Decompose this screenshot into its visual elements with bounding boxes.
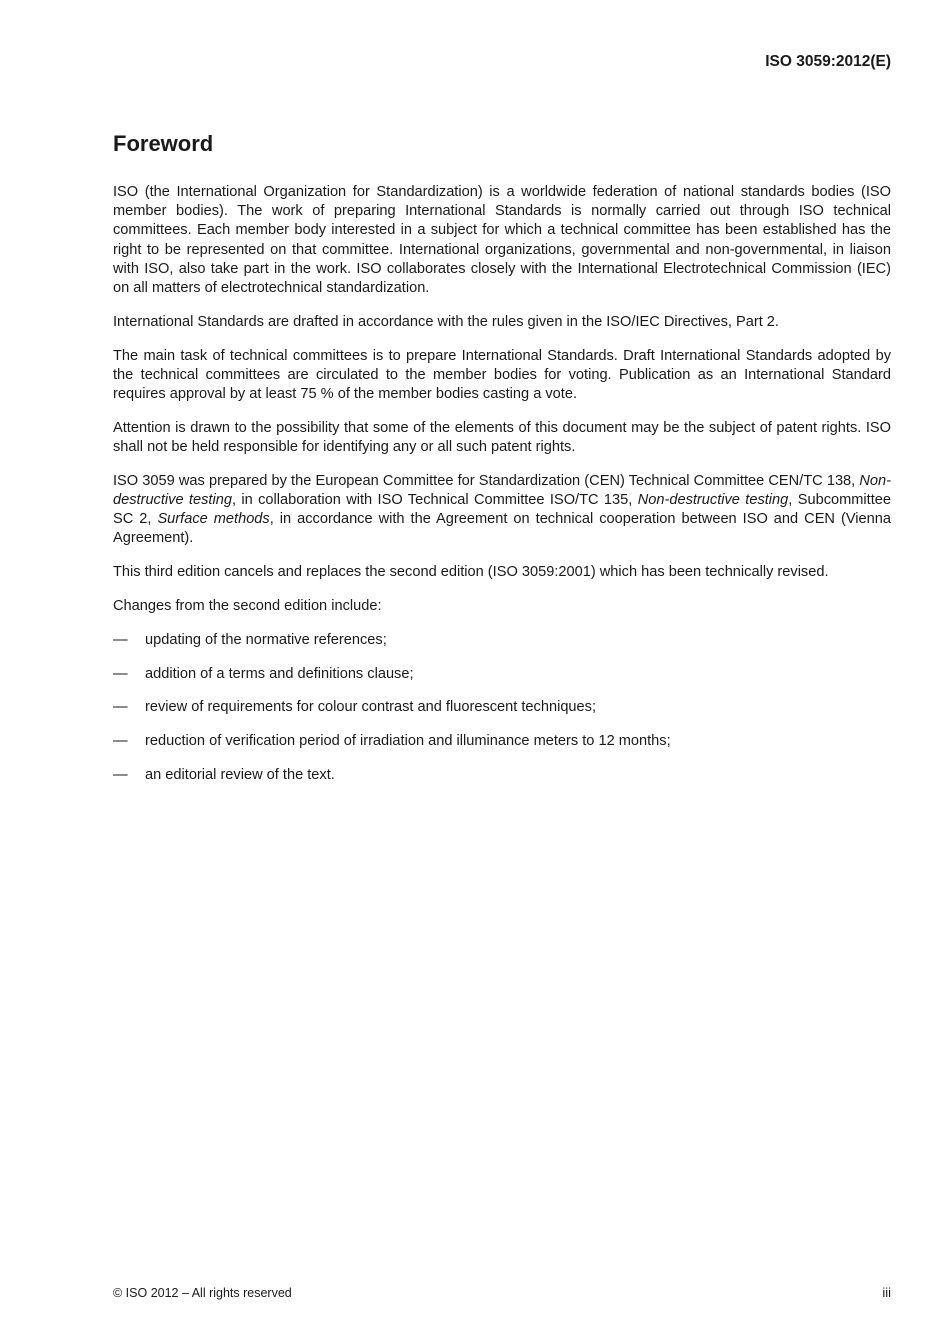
- foreword-body: [113, 183, 891, 800]
- text: , in accordance with the Agreement on technical cooperation between ISO and CEN (Vienna Agreement).: [113, 511, 892, 547]
- list-item: [113, 665, 891, 684]
- italic-text: Non-destructive testing: [113, 472, 891, 509]
- list-item-text: an editorial review of the text.: [145, 767, 335, 783]
- changes-intro: Changes from the second edition include:: [113, 598, 382, 615]
- dash-bullet: —: [113, 631, 128, 648]
- paragraph: International Standards are drafted in accordance with the rules given in the ISO/IEC Directives, Part 2.: [113, 313, 779, 330]
- text: , Subcommittee SC 2,: [113, 492, 891, 528]
- paragraph: ISO (the International Organization for Standardization) is a worldwide federation of national standards bodies (ISO member bodies). The work of preparing International Standards is normally carried out through ISO technical committees. Each member body interested in a subject for which a technical committee has been established has the right to be represented on that committee. International organizations, governmental and non-governmental, in liaison with ISO, also take part in the work. ISO collaborates closely with the International Electrotechnical Commission (IEC) on all matters of electrotechnical standardization.: [113, 184, 891, 297]
- paragraph: Attention is drawn to the possibility that some of the elements of this document may be the subject of patent rights. ISO shall not be held responsible for identifying any or all such patent rights.: [113, 419, 891, 456]
- list-item: [113, 631, 891, 650]
- document-id-header: ISO 3059:2012(E): [765, 53, 891, 70]
- text: , in collaboration with ISO Technical Committee ISO/TC 135,: [231, 492, 638, 509]
- dash-bullet: —: [113, 767, 128, 783]
- list-item: [113, 766, 891, 785]
- edition-paragraph: This third edition cancels and replaces the second edition (ISO 3059:2001) which has been technically revised.: [113, 564, 829, 581]
- list-item-text: reduction of verification period of irradiation and illuminance meters to 12 months;: [145, 733, 671, 750]
- italic-text: Surface methods: [157, 511, 270, 528]
- list-item: [113, 698, 891, 717]
- dash-bullet: —: [113, 699, 128, 716]
- italic-text: Non-destructive testing: [637, 492, 789, 509]
- list-item-text: review of requirements for colour contrast and fluorescent techniques;: [145, 699, 597, 716]
- dash-bullet: —: [113, 733, 128, 750]
- list-item-text: addition of a terms and definitions clause;: [145, 665, 414, 682]
- dash-bullet: —: [113, 665, 128, 682]
- paragraph: The main task of technical committees is to prepare International Standards. Draft International Standards adopted by the technical committees are circulated to the member bodies for voting. Publication as an International Standard requires approval by at least 75 % of the member bodies casting a vote.: [113, 347, 891, 403]
- page-title: Foreword: [113, 131, 214, 156]
- copyright-footer: © ISO 2012 – All rights reserved: [113, 1286, 292, 1300]
- list-item-text: updating of the normative references;: [145, 631, 387, 648]
- page-number: iii: [882, 1285, 891, 1300]
- text: ISO 3059 was prepared by the European Committee for Standardization (CEN) Technical Committee CEN/TC 138,: [113, 472, 860, 489]
- list-item: [113, 732, 891, 751]
- preparation-paragraph: [113, 472, 891, 549]
